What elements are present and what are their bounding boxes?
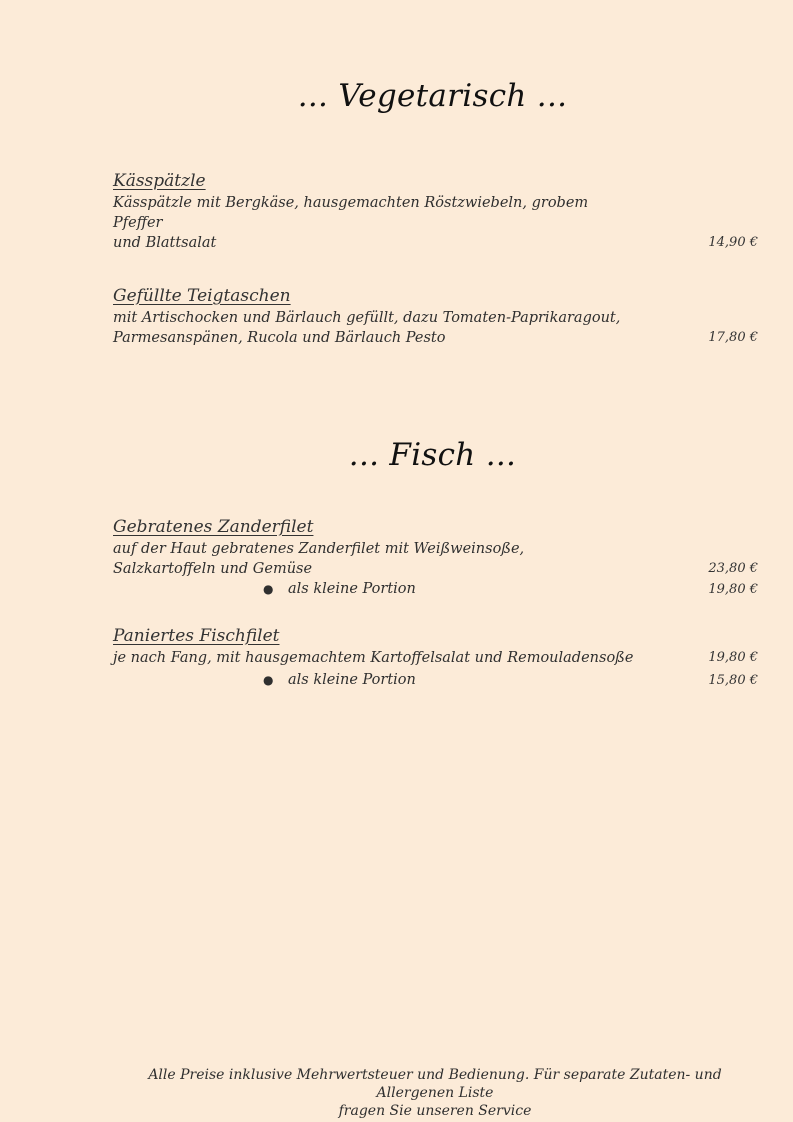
description-line: Parmesanspänen, Rucola und Bärlauch Pesto [113,330,446,346]
description-line: und Blattsalat [113,235,217,251]
footer-note [120,1066,750,1120]
section-heading-text: ... Fisch ... [348,437,517,473]
description-line: Salzkartoffeln und Gemüse [113,561,313,577]
footer-line: fragen Sie unseren Service [338,1103,532,1119]
description-line: auf der Haut gebratenes Zanderfilet mit Weißweinsoße, [113,541,525,557]
footer-line: Alle Preise inklusive Mehrwertsteuer und Bedienung. Für separate Zutaten- und Allergenen Liste [148,1067,722,1101]
description-line: Kässpätzle mit Bergkäse, hausgemachten Röstzwiebeln, grobem Pfeffer [113,195,589,231]
dish-kaesspaetzle [113,170,758,253]
dish-option [113,670,758,690]
section-heading-text: ... Vegetarisch ... [297,78,568,114]
dish-name: Gebratenes Zanderfilet [113,517,314,537]
dish-description [113,193,758,253]
dish-description [113,308,758,348]
dish-description [113,539,758,579]
description-line: je nach Fang, mit hausgemachtem Kartoffelsalat und Remouladensoße [113,650,634,666]
dish-price: 23,80 € [708,561,758,576]
option-label: als kleine Portion [288,672,416,688]
section-heading-fisch [0,437,793,473]
dish-price: 14,90 € [708,235,758,250]
dish-name: Paniertes Fischfilet [113,626,280,646]
option-price: 19,80 € [708,582,758,597]
dish-gefuellte-teigtaschen [113,285,758,348]
dish-name: Kässpätzle [113,171,206,191]
dish-gebratenes-zanderfilet [113,516,758,599]
option-label: als kleine Portion [288,581,416,597]
dish-paniertes-fischfilet [113,625,758,690]
dish-name: Gefüllte Teigtaschen [113,286,291,306]
dish-option [113,579,758,599]
dish-price: 19,80 € [708,650,758,665]
dish-price: 17,80 € [708,330,758,345]
bullet-icon: ● [263,673,274,687]
dish-description [113,648,758,668]
option-price: 15,80 € [708,673,758,688]
section-heading-vegetarisch [0,78,793,114]
bullet-icon: ● [263,582,274,596]
description-line: mit Artischocken und Bärlauch gefüllt, dazu Tomaten-Paprikaragout, [113,310,621,326]
